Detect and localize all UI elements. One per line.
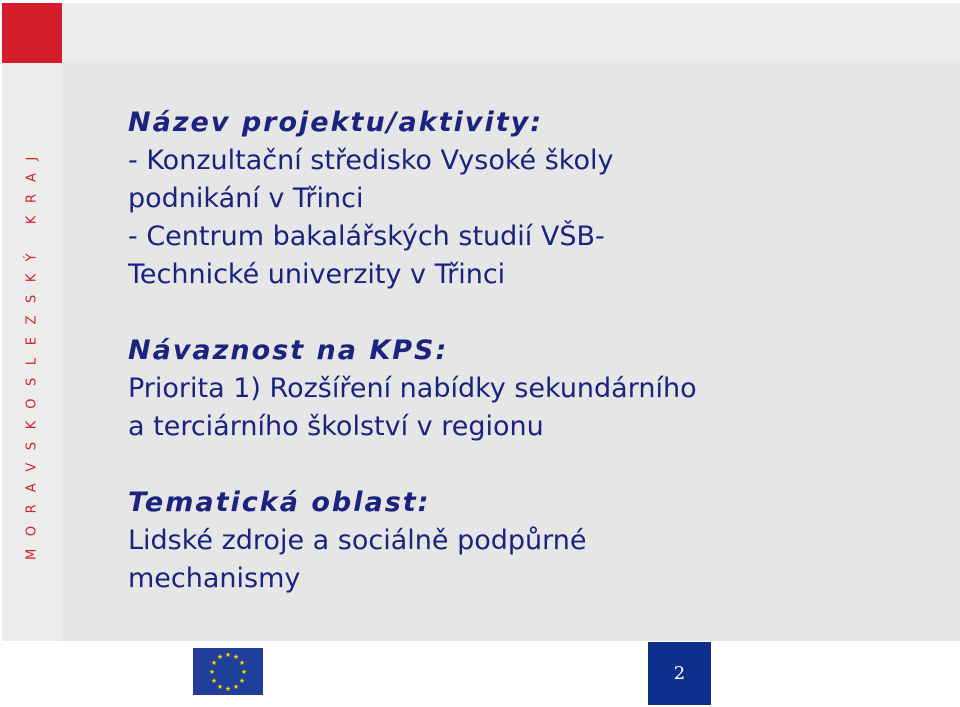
svg-text:★: ★ [238, 659, 246, 667]
spacer [128, 446, 697, 484]
project-line: - Konzultační středisko Vysoké školy [128, 145, 614, 176]
kps-heading: Návaznost na KPS: [128, 335, 449, 366]
kps-line: a terciárního školství v regionu [128, 411, 544, 442]
region-vertical-label: MORAVSKOSLEZSKÝ KRAJ [24, 144, 40, 560]
page-number: 2 [648, 642, 711, 705]
svg-text:★: ★ [210, 659, 218, 667]
svg-text:★: ★ [216, 653, 224, 661]
svg-text:★: ★ [232, 683, 240, 691]
theme-heading: Tematická oblast: [128, 487, 431, 518]
theme-line: mechanismy [128, 563, 301, 594]
project-line: Technické univerzity v Třinci [128, 259, 506, 290]
svg-text:★: ★ [232, 653, 240, 661]
svg-text:★: ★ [208, 668, 216, 676]
project-line: podnikání v Třinci [128, 183, 364, 214]
svg-text:★: ★ [224, 685, 232, 693]
svg-text:★: ★ [224, 651, 232, 659]
top-band [62, 3, 960, 63]
eu-flag-icon [193, 648, 263, 695]
spacer [128, 294, 697, 332]
theme-line: Lidské zdroje a sociálně podpůrné [128, 525, 587, 556]
slide-content [128, 104, 697, 598]
kps-line: Priorita 1) Rozšíření nabídky sekundárního [128, 373, 697, 404]
svg-text:★: ★ [238, 677, 246, 685]
svg-text:★: ★ [216, 683, 224, 691]
svg-text:★: ★ [210, 677, 218, 685]
svg-text:★: ★ [240, 668, 248, 676]
project-heading: Název projektu/aktivity: [128, 107, 544, 138]
red-corner-square [2, 3, 62, 63]
project-line: - Centrum bakalářských studií VŠB- [128, 221, 605, 252]
